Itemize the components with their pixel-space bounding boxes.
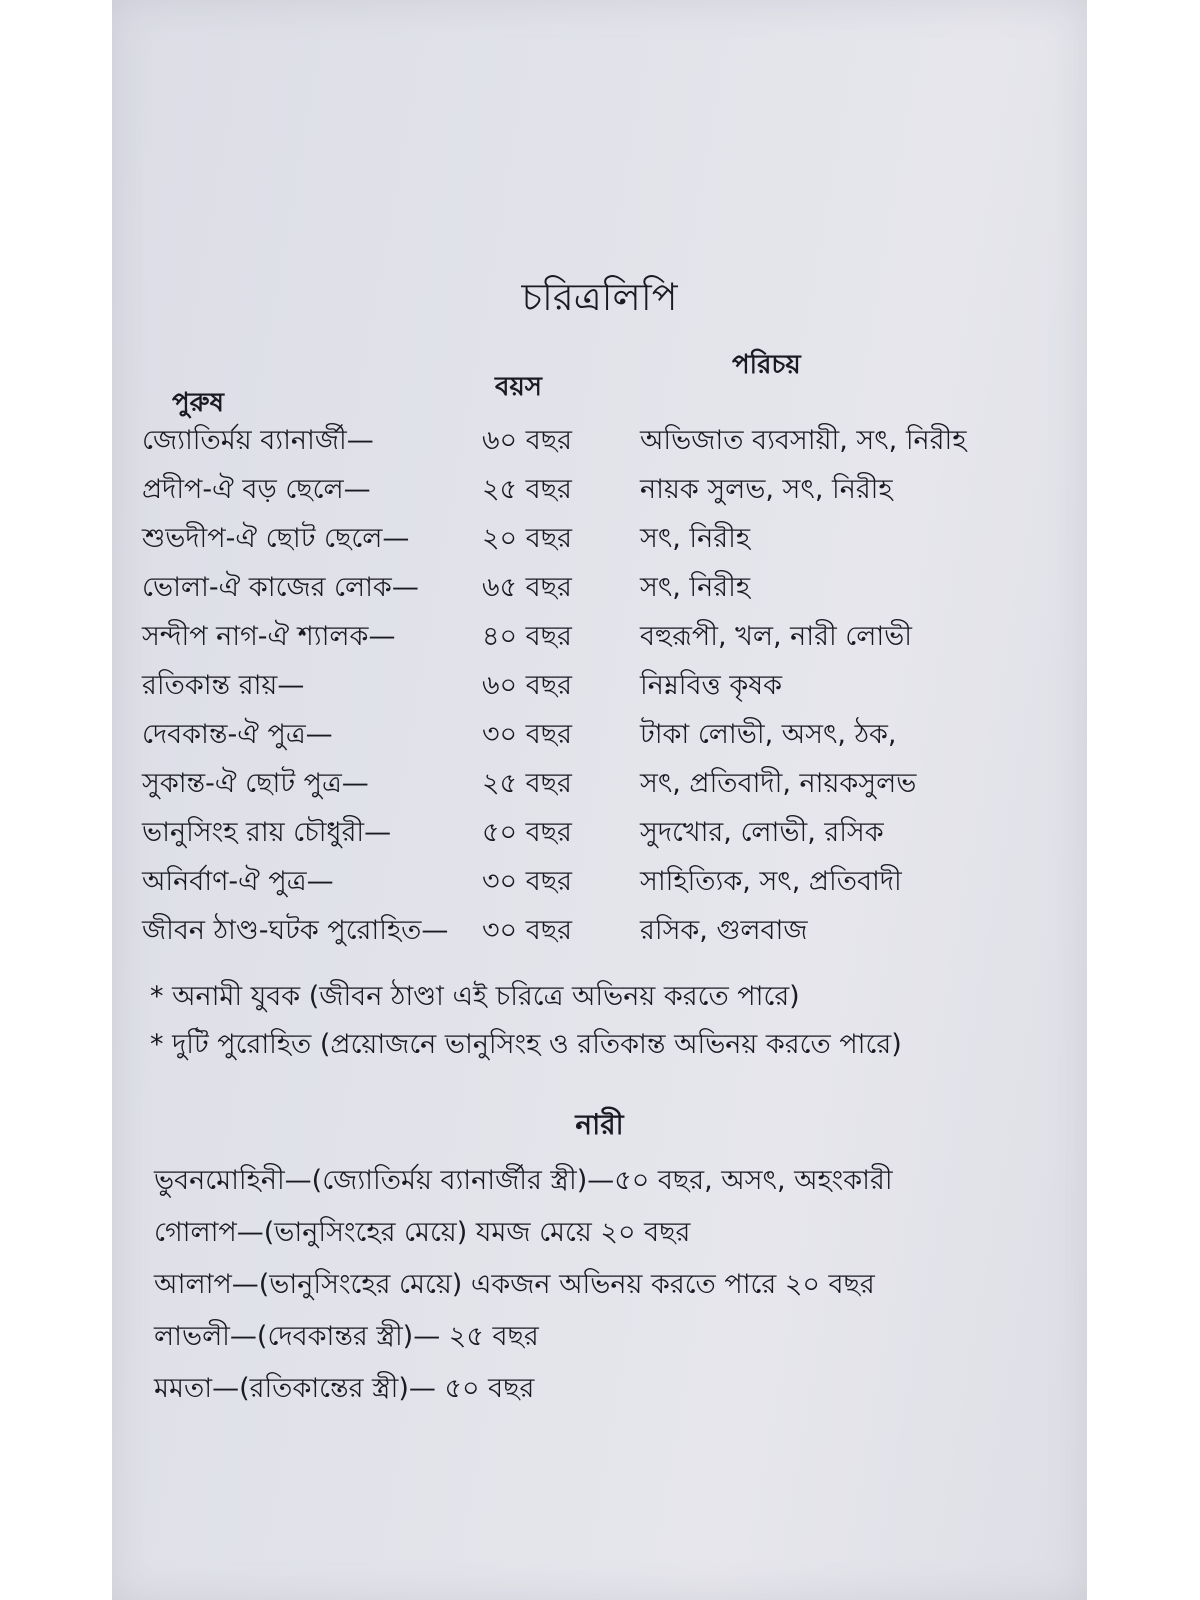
character-description: রসিক, গুলবাজ	[640, 915, 808, 946]
character-name: ভানুসিংহ রায় চৌধুরী—	[142, 817, 392, 848]
character-description: সৎ, নিরীহ	[640, 523, 751, 554]
character-age: ৫০ বছর	[482, 817, 572, 848]
character-age: ৩০ বছর	[482, 866, 572, 897]
column-header-age: বয়স	[495, 372, 542, 402]
female-character-line: গোলাপ—(ভানুসিংহের মেয়ে) যমজ মেয়ে ২০ বছর	[154, 1217, 691, 1248]
character-age: ২০ বছর	[482, 523, 572, 554]
character-age: ৬০ বছর	[482, 425, 572, 456]
character-age: ৬৫ বছর	[482, 572, 572, 603]
character-age: ৩০ বছর	[482, 915, 572, 946]
character-name: জ্যোতির্ময় ব্যানার্জী—	[142, 425, 374, 456]
character-age: ২৫ বছর	[482, 768, 572, 799]
column-header-intro: পরিচয়	[732, 350, 801, 380]
character-name: প্রদীপ-ঐ বড় ছেলে—	[142, 474, 371, 505]
character-row	[112, 812, 1087, 856]
character-name: জীবন ঠাণ্ড-ঘটক পুরোহিত—	[142, 915, 449, 946]
bleed-through-mark	[191, 80, 792, 141]
character-row	[112, 567, 1087, 611]
footnote: * দুটি পুরোহিত (প্রয়োজনে ভানুসিংহ ও রতিকান্ত অভিনয় করতে পারে)	[150, 1029, 902, 1060]
character-row	[112, 469, 1087, 513]
footnote: * অনামী যুবক (জীবন ঠাণ্ডা এই চরিত্রে অভিনয় করতে পারে)	[150, 981, 800, 1012]
character-row	[112, 910, 1087, 954]
character-description: সৎ, প্রতিবাদী, নায়কসুলভ	[640, 768, 917, 799]
character-description: বহুরূপী, খল, নারী লোভী	[640, 621, 913, 652]
character-row	[112, 714, 1087, 758]
character-row	[112, 763, 1087, 807]
character-description: সাহিত্যিক, সৎ, প্রতিবাদী	[640, 866, 902, 897]
character-name: দেবকান্ত-ঐ পুত্র—	[142, 719, 333, 750]
section-heading-female: নারী	[575, 1108, 624, 1141]
character-row	[112, 518, 1087, 562]
character-name: ভোলা-ঐ কাজের লোক—	[142, 572, 419, 603]
character-name: অনির্বাণ-ঐ পুত্র—	[142, 866, 334, 897]
page-title: চরিত্রলিপি	[521, 275, 678, 319]
female-character-line: ভুবনমোহিনী—(জ্যোতির্ময় ব্যানার্জীর স্ত্রী)—৫০ বছর, অসৎ, অহংকারী	[154, 1165, 893, 1196]
character-description: টাকা লোভী, অসৎ, ঠক,	[640, 719, 897, 750]
character-age: ৬০ বছর	[482, 670, 572, 701]
character-description: সৎ, নিরীহ	[640, 572, 751, 603]
character-description: নায়ক সুলভ, সৎ, নিরীহ	[640, 474, 893, 505]
column-header-male: পুরুষ	[172, 388, 224, 418]
character-name: শুভদীপ-ঐ ছোট ছেলে—	[142, 523, 410, 554]
character-row	[112, 616, 1087, 660]
female-character-line: লাভলী—(দেবকান্তর স্ত্রী)— ২৫ বছর	[154, 1321, 539, 1352]
female-character-line: মমতা—(রতিকান্তের স্ত্রী)— ৫০ বছর	[154, 1373, 535, 1404]
character-age: ২৫ বছর	[482, 474, 572, 505]
character-description: সুদখোর, লোভী, রসিক	[640, 817, 884, 848]
character-age: ৪০ বছর	[482, 621, 572, 652]
character-age: ৩০ বছর	[482, 719, 572, 750]
character-row	[112, 861, 1087, 905]
book-page	[112, 0, 1087, 1600]
character-name: সন্দীপ নাগ-ঐ শ্যালক—	[142, 621, 396, 652]
female-character-line: আলাপ—(ভানুসিংহের মেয়ে) একজন অভিনয় করতে পারে ২০ বছর	[154, 1269, 875, 1300]
character-description: অভিজাত ব্যবসায়ী, সৎ, নিরীহ	[640, 425, 967, 456]
character-description: নিম্নবিত্ত কৃষক	[640, 670, 783, 701]
character-name: রতিকান্ত রায়—	[142, 670, 305, 701]
character-row	[112, 665, 1087, 709]
character-row	[112, 420, 1087, 464]
character-name: সুকান্ত-ঐ ছোট পুত্র—	[142, 768, 369, 799]
